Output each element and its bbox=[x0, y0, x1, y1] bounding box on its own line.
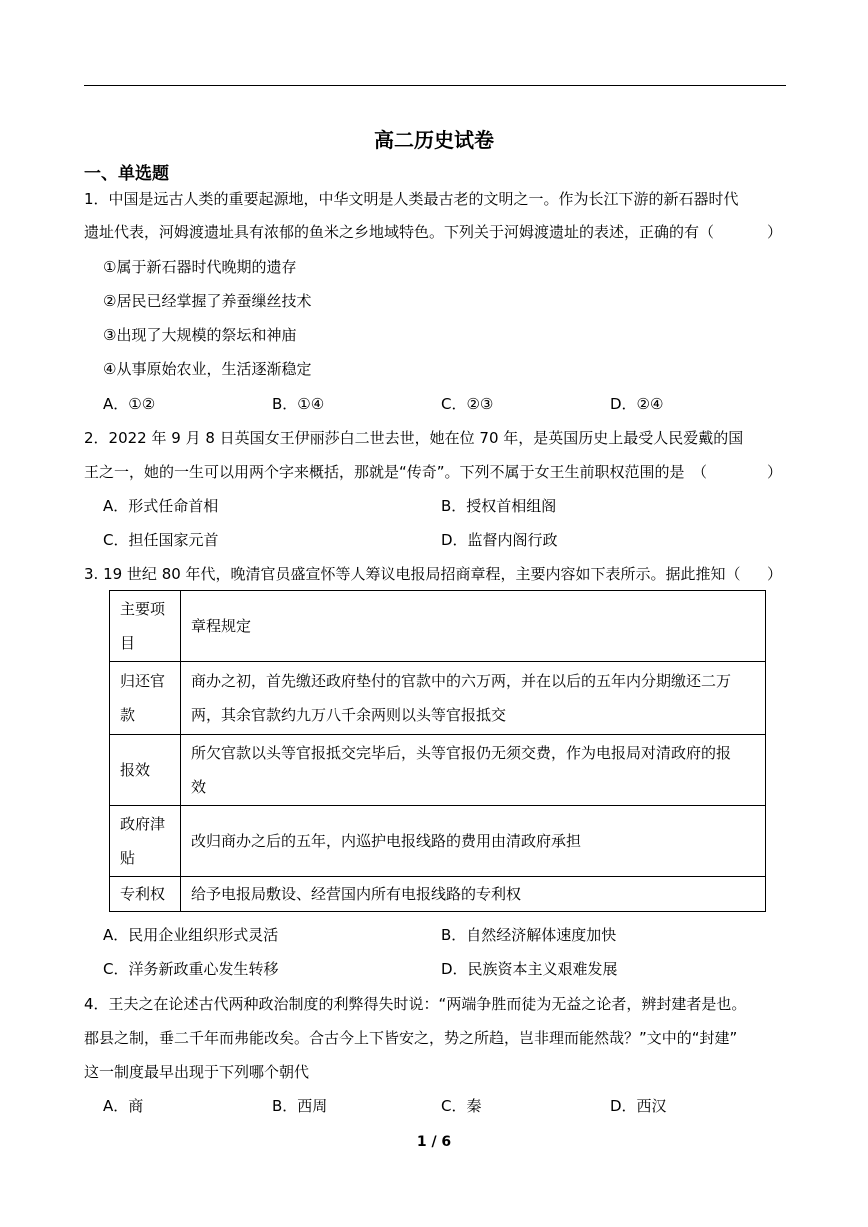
q1-item-2: ②居民已经掌握了养蚕缫丝技术 bbox=[103, 292, 312, 310]
table-cell-value: 改归商办之后的五年，内巡护电报线路的费用由清政府承担 bbox=[181, 806, 766, 877]
q2-option-c: C．担任国家元首 bbox=[103, 531, 219, 549]
q3-bracket-close: ） bbox=[767, 565, 783, 583]
table-row bbox=[110, 591, 766, 662]
table-cell-key: 政府津 贴 bbox=[110, 806, 181, 877]
q1-option-a: A．①② bbox=[103, 395, 156, 413]
q4-option-d: D．西汉 bbox=[610, 1097, 667, 1115]
page-number: 1 / 6 bbox=[416, 1134, 452, 1150]
q4-line-3: 这一制度最早出现于下列哪个朝代 bbox=[84, 1063, 310, 1081]
q3-option-d: D．民族资本主义艰难发展 bbox=[441, 960, 618, 978]
q1-option-b: B．①④ bbox=[272, 395, 325, 413]
table-cell-key: 归还官 款 bbox=[110, 662, 181, 735]
q1-option-d: D．②④ bbox=[610, 395, 664, 413]
q1-item-1: ①属于新石器时代晚期的遗存 bbox=[103, 258, 297, 276]
table-cell-key: 主要项 目 bbox=[110, 591, 181, 662]
q1-option-c: C．②③ bbox=[441, 395, 494, 413]
q1-line-1: 1．中国是远古人类的重要起源地，中华文明是人类最古老的文明之一。作为长江下游的新石器时代 bbox=[84, 190, 739, 208]
page-title: 高二历史试卷 bbox=[374, 128, 494, 152]
q2-line-1: 2．2022 年 9 月 8 日英国女王伊丽莎白二世去世，她在位 70 年，是英国历史上最受人民爱戴的国 bbox=[84, 429, 744, 447]
q2-bracket-close: ） bbox=[767, 463, 783, 481]
q2-option-a: A．形式任命首相 bbox=[103, 497, 219, 515]
q2-option-d: D．监督内阁行政 bbox=[441, 531, 558, 549]
table-cell-value: 商办之初，首先缴还政府垫付的官款中的六万两，并在以后的五年内分期缴还二万 两，其余官款约九万八千余两则以头等官报抵交 bbox=[181, 662, 766, 735]
table-cell-value: 章程规定 bbox=[181, 591, 766, 662]
q2-line-2: 王之一，她的一生可以用两个字来概括，那就是“传奇”。下列不属于女王生前职权范围的是 （ bbox=[84, 463, 708, 481]
q3-line-1: 3. 19 世纪 80 年代，晚清官员盛宣怀等人筹议电报局招商章程，主要内容如下表所示。据此推知（ bbox=[84, 565, 741, 583]
q3-option-c: C．洋务新政重心发生转移 bbox=[103, 960, 279, 978]
q4-line-1: 4．王夫之在论述古代两种政治制度的利弊得失时说：“两端争胜而徒为无益之论者，辨封建者是也。 bbox=[84, 995, 747, 1013]
table-cell-key: 专利权 bbox=[110, 877, 181, 912]
q4-line-2: 郡县之制，垂二千年而弗能改矣。合古今上下皆安之，势之所趋，岂非理而能然哉？”文中的“封建” bbox=[84, 1029, 738, 1047]
q3-option-a: A．民用企业组织形式灵活 bbox=[103, 926, 279, 944]
section-heading: 一、单选题 bbox=[84, 164, 169, 184]
table-cell-key: 报效 bbox=[110, 735, 181, 806]
table-row bbox=[110, 877, 766, 912]
header-rule bbox=[84, 85, 786, 86]
q4-option-c: C．秦 bbox=[441, 1097, 482, 1115]
q1-item-4: ④从事原始农业，生活逐渐稳定 bbox=[103, 360, 312, 378]
table-row bbox=[110, 806, 766, 877]
q2-option-b: B．授权首相组阁 bbox=[441, 497, 557, 515]
table-row bbox=[110, 735, 766, 806]
q3-option-b: B．自然经济解体速度加快 bbox=[441, 926, 617, 944]
table-cell-value: 所欠官款以头等官报抵交完毕后，头等官报仍无须交费，作为电报局对清政府的报 效 bbox=[181, 735, 766, 806]
table-cell-value: 给予电报局敷设、经营国内所有电报线路的专利权 bbox=[181, 877, 766, 912]
q4-option-a: A．商 bbox=[103, 1097, 144, 1115]
q1-line-2: 遗址代表，河姆渡遗址具有浓郁的鱼米之乡地域特色。下列关于河姆渡遗址的表述，正确的有（ bbox=[84, 223, 715, 241]
q1-item-3: ③出现了大规模的祭坛和神庙 bbox=[103, 326, 297, 344]
table-row bbox=[110, 662, 766, 735]
charter-table bbox=[109, 590, 766, 912]
q4-option-b: B．西周 bbox=[272, 1097, 328, 1115]
q1-bracket-close: ） bbox=[767, 223, 783, 241]
